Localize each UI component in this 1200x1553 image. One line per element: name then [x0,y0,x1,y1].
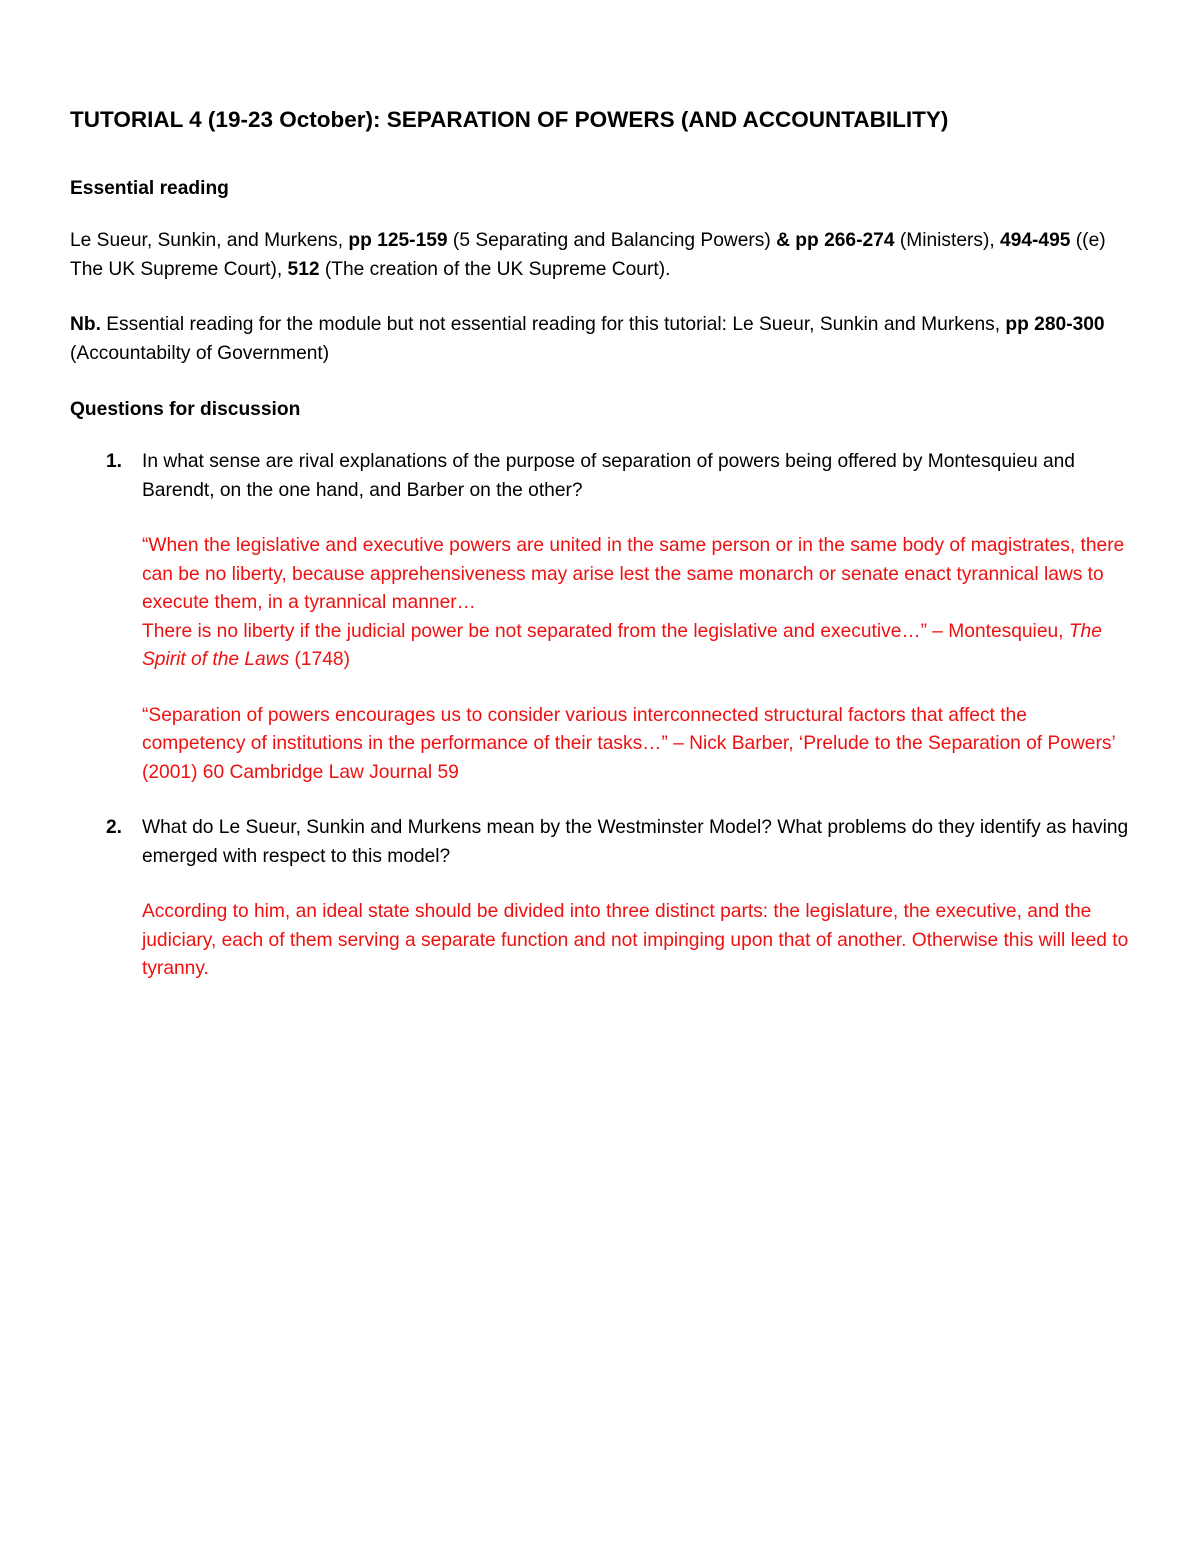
answer-quote-barber: “Separation of powers encourages us to consider various interconnected structural factors that affect the competency of institutions in the performance of their tasks…” – Nick Barber, ‘Prelude to the Separation of Powers’ (2001) 60 Cambridge Law Journal 59 [142,704,1115,783]
question-text: What do Le Sueur, Sunkin and Murkens mean by the Westminster Model? What problems do they identify as having emerged with respect to this model? [142,817,1129,867]
reading-desc-3: ((e) The UK Supreme Court), [70,230,1106,280]
reading-pages-4: 512 [287,258,320,280]
note-pages: pp 280-300 [1005,314,1105,335]
question-number: 2. [106,817,123,838]
reading-desc-2: (Ministers), [894,230,1001,251]
essential-reading-heading: Essential reading [70,178,229,199]
note-paragraph [70,311,1130,368]
questions-list [70,448,1130,984]
quote-part-b: There is no liberty if the judicial power be not separated from the legislative and executive…” – Montesquieu, [142,620,1069,642]
document-page [70,104,1130,1011]
book-year: (1748) [289,649,350,670]
book-title: The Spirit of the Laws [142,620,1102,670]
page-title: TUTORIAL 4 (19-23 October): SEPARATION OF POWERS (AND ACCOUNTABILITY) [70,107,949,132]
essential-reading-text [70,227,1130,284]
answer-block [142,532,1130,787]
answer-quote-montesquieu [142,532,1130,675]
question-item [70,814,1130,984]
reading-desc-4: (The creation of the UK Supreme Court). [319,258,671,280]
reading-authors: Le Sueur, Sunkin, and Murkens, [70,230,349,251]
answer-block [142,898,1130,984]
quote-part-a: “When the legislative and executive powers are united in the same person or in the same body of magistrates, there can be no liberty, because apprehensiveness may arise lest the same monarch or senate enact tyrannical laws to execute them, in a tyrannical manner… [142,535,1125,613]
reading-pages-2: & pp 266-274 [776,230,895,251]
note-label: Nb. [70,314,101,335]
reading-pages-3: 494-495 [1000,230,1071,251]
note-desc: (Accountabilty of Government) [70,342,330,364]
question-text: In what sense are rival explanations of the purpose of separation of powers being offered by Montesquieu and Barendt, on the one hand, and Barber on the other? [142,451,1075,501]
questions-heading: Questions for discussion [70,399,301,420]
question-item [70,448,1130,787]
reading-desc-1: (5 Separating and Balancing Powers) [447,230,777,251]
reading-pages-1: pp 125-159 [348,230,448,251]
question-number: 1. [106,451,123,472]
answer-text: According to him, an ideal state should be divided into three distinct parts: the legislature, the executive, and the judiciary, each of them serving a separate function and not impinging upon that of another. Otherwise this will leed to tyranny. [142,901,1129,979]
note-text: Essential reading for the module but not essential reading for this tutorial: Le Sueur, Sunkin and Murkens, [100,314,1006,335]
